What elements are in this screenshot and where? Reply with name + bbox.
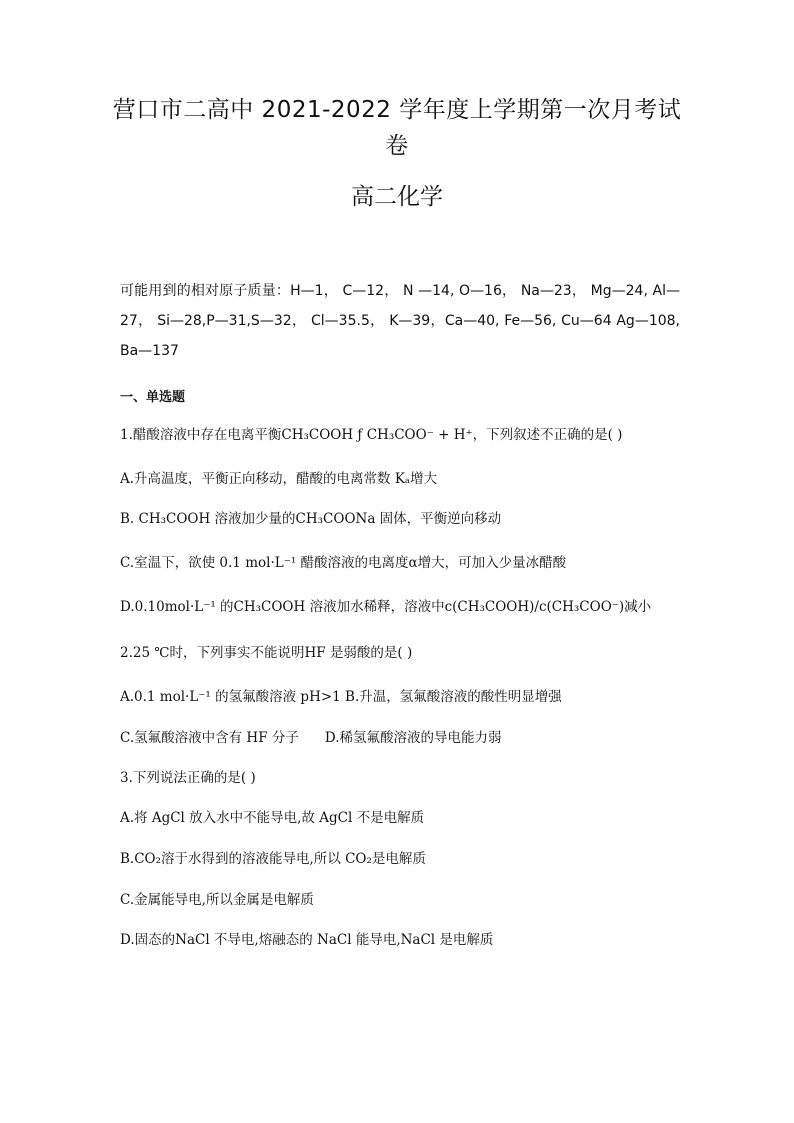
exam-title: 营口市二高中 2021-2022 学年度上学期第一次月考试卷 <box>112 97 682 159</box>
question-1-option-a: A.升高温度，平衡正向移动，醋酸的电离常数 Kₐ增大 <box>120 471 438 487</box>
atomic-masses: 可能用到的相对原子质量：H—1， C—12， N —14, O—16， Na—23， Mg—24, Al—27， Si—28,P—31,S—32， Cl—35.5， K—39，Ca—40, Fe—56, Cu—64 Ag—108, Ba—137 <box>120 283 680 359</box>
question-2-stem: 2.25 ℃时，下列事实不能说明HF 是弱酸的是( ) <box>120 645 413 661</box>
question-3-option-d: D.固态的NaCl 不导电,熔融态的 NaCl 能导电,NaCl 是电解质 <box>120 932 494 948</box>
question-2-options-cd <box>120 726 700 746</box>
question-3-option-a: A.将 AgCl 放入水中不能导电,故 AgCl 不是电解质 <box>120 810 425 826</box>
section-heading: 一、单选题 <box>120 390 186 405</box>
question-3-option-c: C.金属能导电,所以金属是电解质 <box>120 892 314 908</box>
question-1-option-d: D.0.10mol·L⁻¹ 的CH₃COOH 溶液加水稀释，溶液中c(CH₃COOH)/c(CH₃COO⁻)减小 <box>120 599 652 615</box>
question-1-option-b: B. CH₃COOH 溶液加少量的CH₃COONa 固体，平衡逆向移动 <box>120 511 502 527</box>
question-3-stem: 3.下列说法正确的是( ) <box>120 770 256 786</box>
question-2-option-d: D.稀氢氟酸溶液的导电能力弱 <box>324 730 502 746</box>
question-1-option-c: C.室温下，欲使 0.1 mol·L⁻¹ 醋酸溶液的电离度α增大，可加入少量冰醋酸 <box>120 555 567 571</box>
question-2-options-ab: A.0.1 mol·L⁻¹ 的氢氟酸溶液 pH>1 B.升温，氢氟酸溶液的酸性明显增强 <box>120 689 562 705</box>
question-1-stem: 1.醋酸溶液中存在电离平衡CH₃COOH ƒ CH₃COO⁻ + H⁺，下列叙述不正确的是( ) <box>120 427 623 443</box>
question-3-option-b: B.CO₂溶于水得到的溶液能导电,所以 CO₂是电解质 <box>120 851 426 867</box>
question-2-option-c: C.氢氟酸溶液中含有 HF 分子 <box>120 730 299 746</box>
exam-subtitle: 高二化学 <box>351 184 443 210</box>
